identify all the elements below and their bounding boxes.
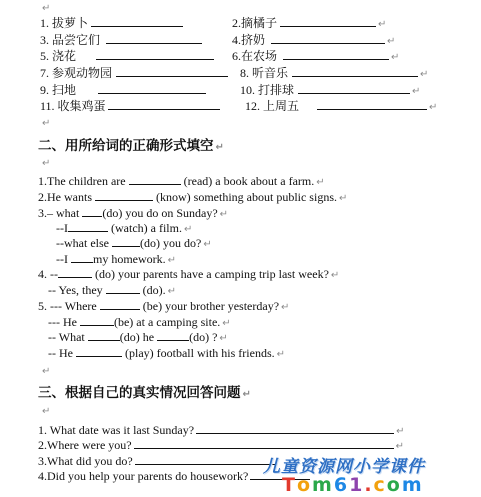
exercise-line: 1.The children are (read) a book about a farm. ↵ [38,174,325,188]
exercise-line: --I (watch) a film. ↵ [56,221,193,235]
logo-letter: . [364,474,374,496]
answer-line: 2.Where were you? ↵ [38,438,405,452]
vocab-item: 5. 浇花 [40,47,214,64]
paragraph-mark: ↵ [42,158,51,169]
paragraph-mark: ↵ [42,3,51,14]
logo-letter: c [373,474,387,496]
logo-letter: m [401,474,424,496]
logo-letter: o [296,474,313,496]
exercise-line: -- What (do) he (do) ? ↵ [48,330,228,344]
section-heading: 三、根据自己的真实情况回答问题 ↵ [38,385,251,401]
logo-letter: 6 [333,474,350,496]
logo-letter: 1 [349,474,365,496]
exercise-line: -- He (play) football with his friends. ↵ [48,346,286,360]
paragraph-mark: ↵ [42,118,51,129]
answer-line: 3.What did you do? [38,453,275,468]
exercise-line: --I my homework. ↵ [56,252,177,266]
vocab-item: 12. 上周五 ↵ [245,99,438,113]
exercise-line: 2.He wants (know) something about public signs. ↵ [38,190,348,204]
exercise-line: 3.– what (do) you do on Sunday? ↵ [38,206,229,220]
answer-line: 1. What date was it last Sunday? ↵ [38,423,405,437]
exercise-line: 5. --- Where (be) your brother yesterday? ↵ [38,299,290,313]
exercise-line: -- Yes, they (do). ↵ [48,283,177,297]
paragraph-mark: ↵ [42,366,51,377]
exercise-line: --- He (be) at a camping site. ↵ [48,315,231,329]
exercise-line: 4. -- (do) your parents have a camping trip last week? ↵ [38,267,340,281]
logo-letter: o [386,474,402,496]
site-logo-watermark [282,474,424,496]
vocab-item: 11. 收集鸡蛋 [40,97,220,114]
answer-line: 4.Did you help your parents do housework? [38,468,310,483]
exercise-line: --what else (do) you do? ↵ [56,236,212,250]
vocab-item: 10. 打排球 ↵ [240,83,421,97]
vocab-item: 9. 扫地 [40,81,206,98]
site-watermark: 儿童资源网小学课件 [263,457,425,477]
vocab-item: 8. 听音乐 ↵ [240,66,429,80]
vocab-item: 3. 品尝它们 [40,31,202,48]
section-heading: 二、用所给词的正确形式填空 ↵ [38,138,224,154]
paragraph-mark: ↵ [42,406,51,417]
logo-letter: m [312,474,334,496]
vocab-item: 4.挤奶 ↵ [232,33,396,47]
vocab-item: 1. 拔萝卜 [40,14,183,31]
logo-letter: T [282,474,297,496]
vocab-item: 7. 参观动物园 [40,64,228,81]
vocab-item: 6.在农场 ↵ [232,49,400,63]
vocab-item: 2.摘橘子 ↵ [232,16,387,30]
